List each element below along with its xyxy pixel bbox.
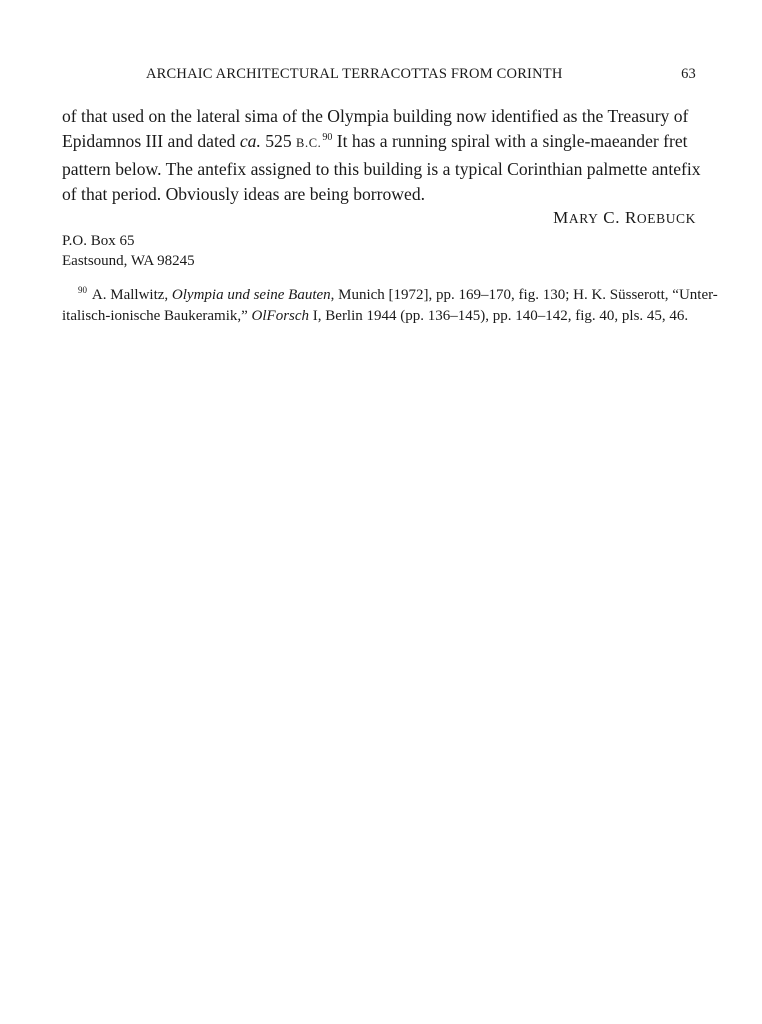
author-initial: R	[624, 208, 637, 227]
body-text-segment: 525	[260, 130, 297, 151]
author-signature	[553, 208, 696, 228]
footnote-text-segment: , Munich [1972], pp. 169–170, fig. 130; H. K. Süsserott, “Unter-	[330, 287, 718, 303]
footnote-italic-title: Olympia und seine Bauten	[171, 287, 331, 303]
footnote-text-segment: italisch-ionische Baukeramik,”	[62, 308, 252, 324]
footnote-text-segment: A. Mallwitz,	[89, 287, 172, 303]
body-line: pattern below. The antefix assigned to this building is a typical Corinthian palmette antefix	[62, 159, 701, 179]
footnote-text-segment: I, Berlin 1944 (pp. 136–145), pp. 140–142, fig. 40, pls. 45, 46.	[309, 308, 689, 324]
running-head	[62, 66, 696, 88]
page-number: 63	[681, 66, 696, 82]
body-paragraph	[62, 104, 702, 206]
abbreviation-circa: ca.	[239, 130, 261, 151]
footnote-line	[62, 285, 718, 306]
footnote-italic-title: OlForsch	[251, 308, 310, 324]
address-line: P.O. Box 65	[62, 233, 135, 249]
footnote	[62, 285, 718, 326]
era-abbreviation: B.C.	[296, 135, 322, 150]
footnote-number: 90	[78, 285, 87, 295]
body-line: of that period. Obviously ideas are being borrowed.	[62, 183, 426, 204]
running-head-title: ARCHAIC ARCHITECTURAL TERRACOTTAS FROM CORINTH	[146, 66, 563, 82]
author-small-caps: ARY	[568, 211, 599, 226]
body-line: of that used on the lateral sima of the Olympia building now identified as the Treasury of	[62, 106, 689, 126]
body-text-segment: It has a running spiral with a single-maeander fret	[332, 130, 688, 151]
author-middle-initial: C.	[603, 208, 621, 227]
author-address	[62, 231, 195, 271]
footnote-line	[62, 306, 702, 326]
address-line: Eastsound, WA 98245	[62, 253, 195, 269]
body-line	[62, 129, 702, 158]
body-text-segment: Epidamnos III and dated	[62, 130, 240, 151]
footnote-reference: 90	[322, 131, 333, 143]
author-small-caps: OEBUCK	[636, 211, 696, 226]
author-initial: M	[553, 208, 569, 227]
